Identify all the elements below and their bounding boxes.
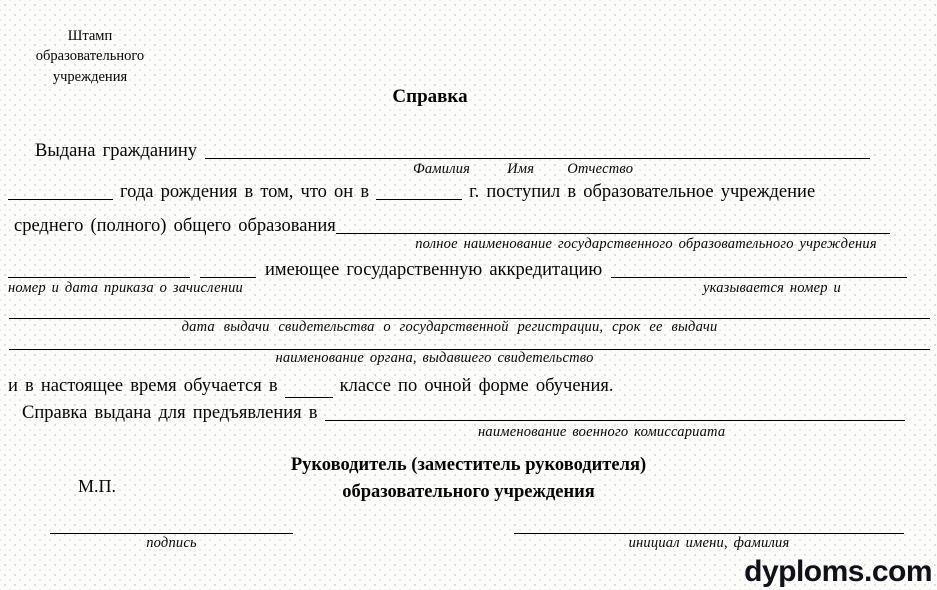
stamp-line-3: учреждения (52, 68, 128, 85)
commissariat-caption: наименование военного комиссариата (478, 424, 726, 441)
name-line (514, 533, 904, 534)
issued-to-row (35, 139, 870, 163)
education-label: среднего (полного) общего образования (14, 216, 336, 237)
signature-left-block (50, 533, 293, 551)
signature-right-block (514, 533, 904, 551)
accreditation-captions-row (8, 281, 929, 296)
birth-year-label: года рождения в том, что он в (120, 182, 370, 203)
order-date-blank (200, 277, 256, 278)
enrollment-year-blank (376, 199, 462, 200)
name-caption: инициал имени, фамилия (628, 535, 790, 552)
grade-blank (285, 397, 333, 398)
accreditation-number-caption: указывается номер и (702, 280, 841, 297)
presented-label: Справка выдана для предъявления в (22, 403, 318, 424)
site-watermark: dyploms.com (744, 555, 932, 588)
birth-year-row (8, 180, 900, 204)
stamp-line-2: образовательного (35, 48, 145, 65)
full-name-blank (205, 158, 870, 159)
issued-to-label: Выдана гражданину (35, 140, 198, 161)
document-title: Справка (392, 86, 468, 107)
study-row (8, 374, 937, 398)
commissariat-blank (325, 420, 906, 421)
study-label-before: и в настоящее время обучается в (8, 376, 278, 397)
stamp-block (14, 26, 166, 87)
stamp-line-1: Штамп (67, 28, 113, 44)
study-label-after: классе по очной форме обучения. (339, 376, 614, 397)
order-number-blank (8, 277, 190, 278)
education-row (14, 214, 890, 238)
accreditation-blank (611, 277, 907, 278)
first-name-caption: Имя (507, 160, 535, 177)
signature-heading-line2: образовательного учреждения (342, 482, 595, 503)
patronymic-caption: Отчество (567, 160, 634, 177)
institution-name-blank (336, 233, 890, 234)
accreditation-row (8, 258, 907, 282)
seal-placeholder: М.П. (78, 476, 117, 496)
order-caption: номер и дата приказа о зачислении (8, 280, 243, 297)
fio-captions-row (413, 162, 937, 177)
signature-line (50, 533, 293, 534)
signature-heading-line1: Руководитель (заместитель руководителя) (290, 455, 647, 476)
birth-year-blank (8, 199, 113, 200)
signature-heading (0, 452, 937, 506)
surname-caption: Фамилия (413, 160, 471, 177)
signature-lines-row (0, 533, 937, 551)
accreditation-label: имеющее государственную аккредитацию (265, 260, 603, 281)
enrollment-label: г. поступил в образовательное учреждение (469, 182, 816, 203)
signature-caption: подпись (146, 535, 197, 552)
presented-row (22, 401, 905, 425)
institution-name-caption: полное наименование государственного образовательного учреждения (415, 236, 877, 253)
authority-caption: наименование органа, выдавшего свидетельство (275, 349, 594, 366)
registration-caption: дата выдачи свидетельства о государственной регистрации, срок ее выдачи (181, 318, 718, 335)
